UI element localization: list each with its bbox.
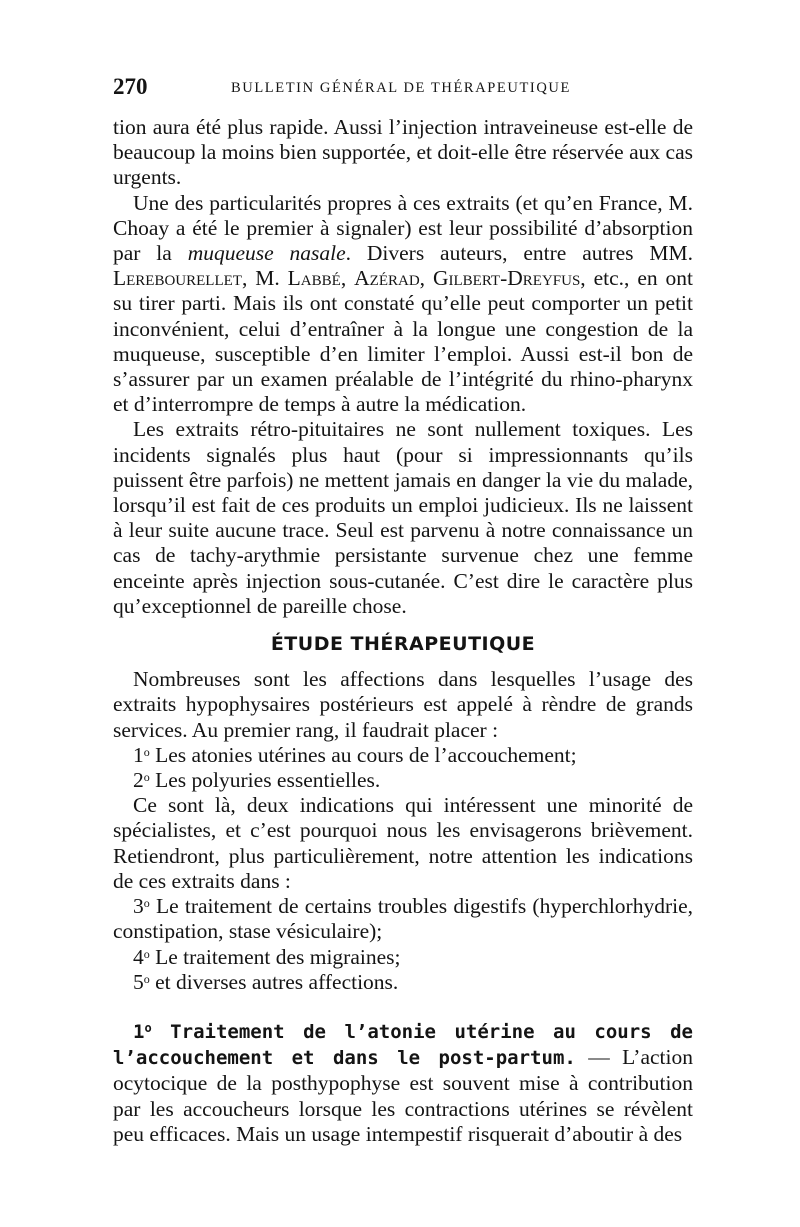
author-name: Lerebourellet <box>113 266 242 291</box>
author-name: Labbé <box>287 266 341 291</box>
author-name: Gilbert-Dreyfus <box>432 266 581 291</box>
page-body <box>113 115 693 1147</box>
subsection-title: 1$^o$ Traitement de l’atonie utérine au cours de l’accouchement et dans le post-partum. <box>113 1020 693 1070</box>
spacer <box>113 995 693 1019</box>
paragraph-specialists: Ce sont là, deux indications qui intéressent une minorité de spécialistes, et c’est pourquoi nous les envisagerons brièvement. Retiendront, plus particulièrement, notre attention les indications de ces extraits dans : <box>113 793 693 893</box>
emphasis-nasal-mucosa: muqueuse nasale <box>187 241 346 266</box>
page-header <box>113 74 693 104</box>
subsection-paragraph: 1$^o$ Traitement de l’atonie utérine au cours de l’accouchement et dans le post-partum. — L’action ocytocique de la posthypophyse est souvent mise à contribution par les accoucheurs lorsque les contractions utérines se révèlent peu efficaces. Mais un usage intempestif risquerait d’aboutir à des <box>113 1020 693 1146</box>
list-item: 4$^o$ Le traitement des migraines; <box>133 944 401 969</box>
paragraph-toxicity: Les extraits rétro-pituitaires ne sont nullement toxiques. Les incidents signalés plus haut (pour si impressionnants qu’ils puissent être parfois) ne mettent jamais en danger la vie du malade, lorsqu’il est fait de ces produits un emploi judicieux. Ils ne laissent à leur suite aucune trace. Seul est parvenu à notre connaissance un cas de tachy-arythmie persistante survenue chez une femme enceinte après injection sous-cutanée. C’est dire le caractère plus qu’exceptionnel de pareille chose. <box>113 417 693 618</box>
section-heading: ÉTUDE THÉRAPEUTIQUE <box>270 633 536 656</box>
paragraph-nasal-absorption: Une des particularités propres à ces extraits (et qu’en France, M. Choay a été le premier à signaler) est leur possibilité d’absorption par la muqueuse nasale. Divers auteurs, entre autres MM. Lerebourellet, M. Labbé, Azérad, Gilbert-Dreyfus, etc., en ont su tirer parti. Mais ils ont constaté qu’elle peut comporter un petit inconvénient, celui d’entraîner à la longue une congestion de la muqueuse, susceptible d’en limiter l’emploi. Aussi est-il bon de s’assurer par un examen préalable de l’intégrité du rhino-pharynx et d’interrompre de temps à autre la médication. <box>113 190 694 417</box>
paragraph-indications: Nombreuses sont les affections dans lesquelles l’usage des extraits hypophysaires postérieurs est appelé à rèndre de grands services. Au premier rang, il faudrait placer : <box>113 667 693 742</box>
list-item: 2$^o$ Les polyuries essentielles. <box>133 768 381 793</box>
list-item: 5$^o$ et diverses autres affections. <box>133 969 399 994</box>
author-name: Azérad <box>354 266 420 291</box>
list-item: 3$^o$ Le traitement de certains troubles digestifs (hyperchlorhydrie, constipation, stase vésiculaire); <box>113 894 693 944</box>
list-item: 1$^o$ Les atonies utérines au cours de l’accouchement; <box>133 742 577 767</box>
running-title: BULLETIN GÉNÉRAL DE THÉRAPEUTIQUE <box>231 80 571 96</box>
paragraph-continuation: tion aura été plus rapide. Aussi l’injection intraveineuse est-elle de beaucoup la moins bien supportée, et doit-elle être réservée aux cas urgents. <box>113 115 693 190</box>
page-number: 270 <box>113 74 148 99</box>
